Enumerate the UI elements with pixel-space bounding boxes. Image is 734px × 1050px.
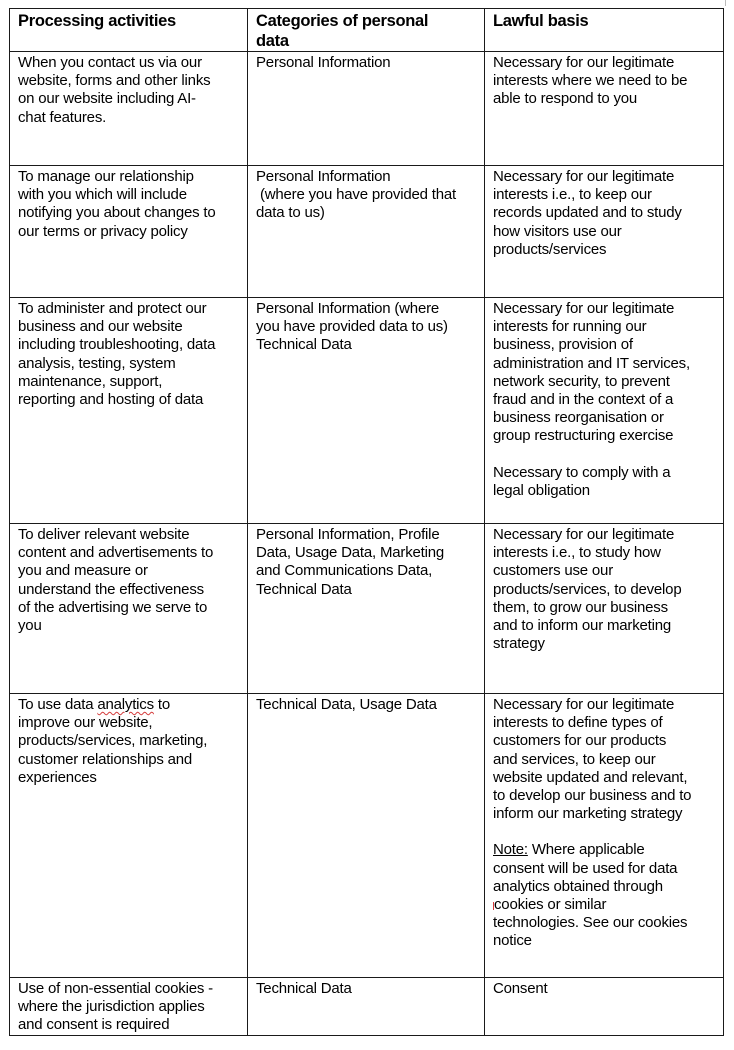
page-corner-mark [725, 0, 730, 6]
lawful-basis-cell: Necessary for our legitimate interests for running our business, provision of administration and IT services, network security, to prevent fraud and in the context of a business reorganisation or group restructuring exercise Necessary to comply with a legal obligation [485, 298, 724, 524]
categories-cell: Personal Information (where you have provided that data to us) [248, 166, 485, 298]
header-processing-activities: Processing activities [10, 9, 248, 52]
activity-cell: To use data analytics to improve our website, products/services, marketing, customer relationships and experiences [10, 694, 248, 978]
spellcheck-flagged-word: analytics [97, 696, 154, 713]
table-row [10, 978, 724, 1036]
lawful-basis-cell: Consent [485, 978, 724, 1036]
categories-cell: Personal Information, Profile Data, Usage Data, Marketing and Communications Data, Technical Data [248, 524, 485, 694]
categories-cell: Personal Information [248, 52, 485, 166]
activity-cell: To administer and protect our business and our website including troubleshooting, data analysis, testing, system maintenance, support, reporting and hosting of data [10, 298, 248, 524]
header-lawful-basis: Lawful basis [485, 9, 724, 52]
categories-cell: Technical Data, Usage Data [248, 694, 485, 978]
activity-cell: To deliver relevant website content and advertisements to you and measure or understand the effectiveness of the advertising we serve to you [10, 524, 248, 694]
paragraph-gap [493, 823, 719, 841]
table-row [10, 166, 724, 298]
header-categories-of-personal-data: Categories of personal data [248, 9, 485, 52]
lawful-basis-cell: Necessary for our legitimate interests to define types of customers for our products and services, to keep our website updated and relevant, to develop our business and to inform our marketing strategy Note: Where applicable consent will be used for data analytics obtained through cookies or similar technologies. See our cookies notice [485, 694, 724, 978]
lawful-basis-cell: Necessary for our legitimate interests i.e., to study how customers use our products/services, to develop them, to grow our business and to inform our marketing strategy [485, 524, 724, 694]
table-header-row [10, 9, 724, 52]
lawful-basis-cell: Necessary for our legitimate interests i.e., to keep our records updated and to study how visitors use our products/services [485, 166, 724, 298]
activity-cell: Use of non-essential cookies - where the jurisdiction applies and consent is required [10, 978, 248, 1036]
activity-cell: To manage our relationship with you which will include notifying you about changes to our terms or privacy policy [10, 166, 248, 298]
table-row [10, 52, 724, 166]
activity-cell: When you contact us via our website, forms and other links on our website including AI- chat features. [10, 52, 248, 166]
table-row [10, 694, 724, 978]
paragraph-gap [493, 446, 719, 464]
note-label: Note: [493, 841, 528, 859]
table-row [10, 298, 724, 524]
categories-cell: Technical Data [248, 978, 485, 1036]
table-row [10, 524, 724, 694]
lawful-basis-cell: Necessary for our legitimate interests where we need to be able to respond to you [485, 52, 724, 166]
categories-cell: Personal Information (where you have provided data to us) Technical Data [248, 298, 485, 524]
document-page [9, 8, 723, 1036]
lawful-basis-table [9, 8, 724, 1036]
